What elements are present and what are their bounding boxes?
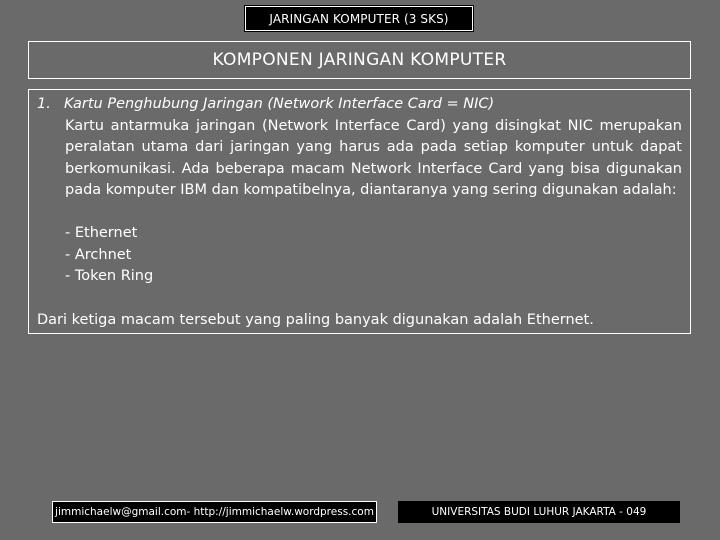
conclusion-text: Dari ketiga macam tersebut yang paling banyak digunakan adalah Ethernet. [37, 312, 594, 328]
slide-title: KOMPONEN JARINGAN KOMPUTER [212, 50, 507, 70]
item-number: 1. [37, 96, 51, 112]
list-item: - Archnet [65, 246, 132, 263]
footer-contact-box [52, 501, 377, 523]
list-item: - Token Ring [65, 268, 154, 284]
description-paragraph: Kartu antarmuka jaringan (Network Interface Card) yang disingkat NIC merupakan peralatan utama dari jaringan yang harus ada pada setiap komputer untuk dapat berkomunikasi. Ada beberapa macam Network Interface Card yang bisa digunakan pada komputer IBM dan kompatibelnya, diantaranya yang sering digunakan adalah: [65, 117, 682, 198]
item-heading [37, 94, 680, 116]
course-title-box [245, 6, 473, 31]
item-heading-text: Kartu Penghubung Jaringan (Network Interface Card = NIC) [64, 96, 495, 112]
footer-institution-box [398, 501, 680, 523]
footer-institution: UNIVERSITAS BUDI LUHUR JAKARTA - 049 [431, 506, 647, 518]
nic-type-list [65, 223, 665, 288]
course-title: JARINGAN KOMPUTER (3 SKS) [269, 11, 449, 26]
content-box [28, 89, 691, 334]
footer-contact: jimmichaelw@gmail.com- http://jimmichaelw.wordpress.com [55, 506, 374, 518]
slide-title-box [28, 41, 691, 79]
list-item: - Ethernet [65, 225, 138, 241]
